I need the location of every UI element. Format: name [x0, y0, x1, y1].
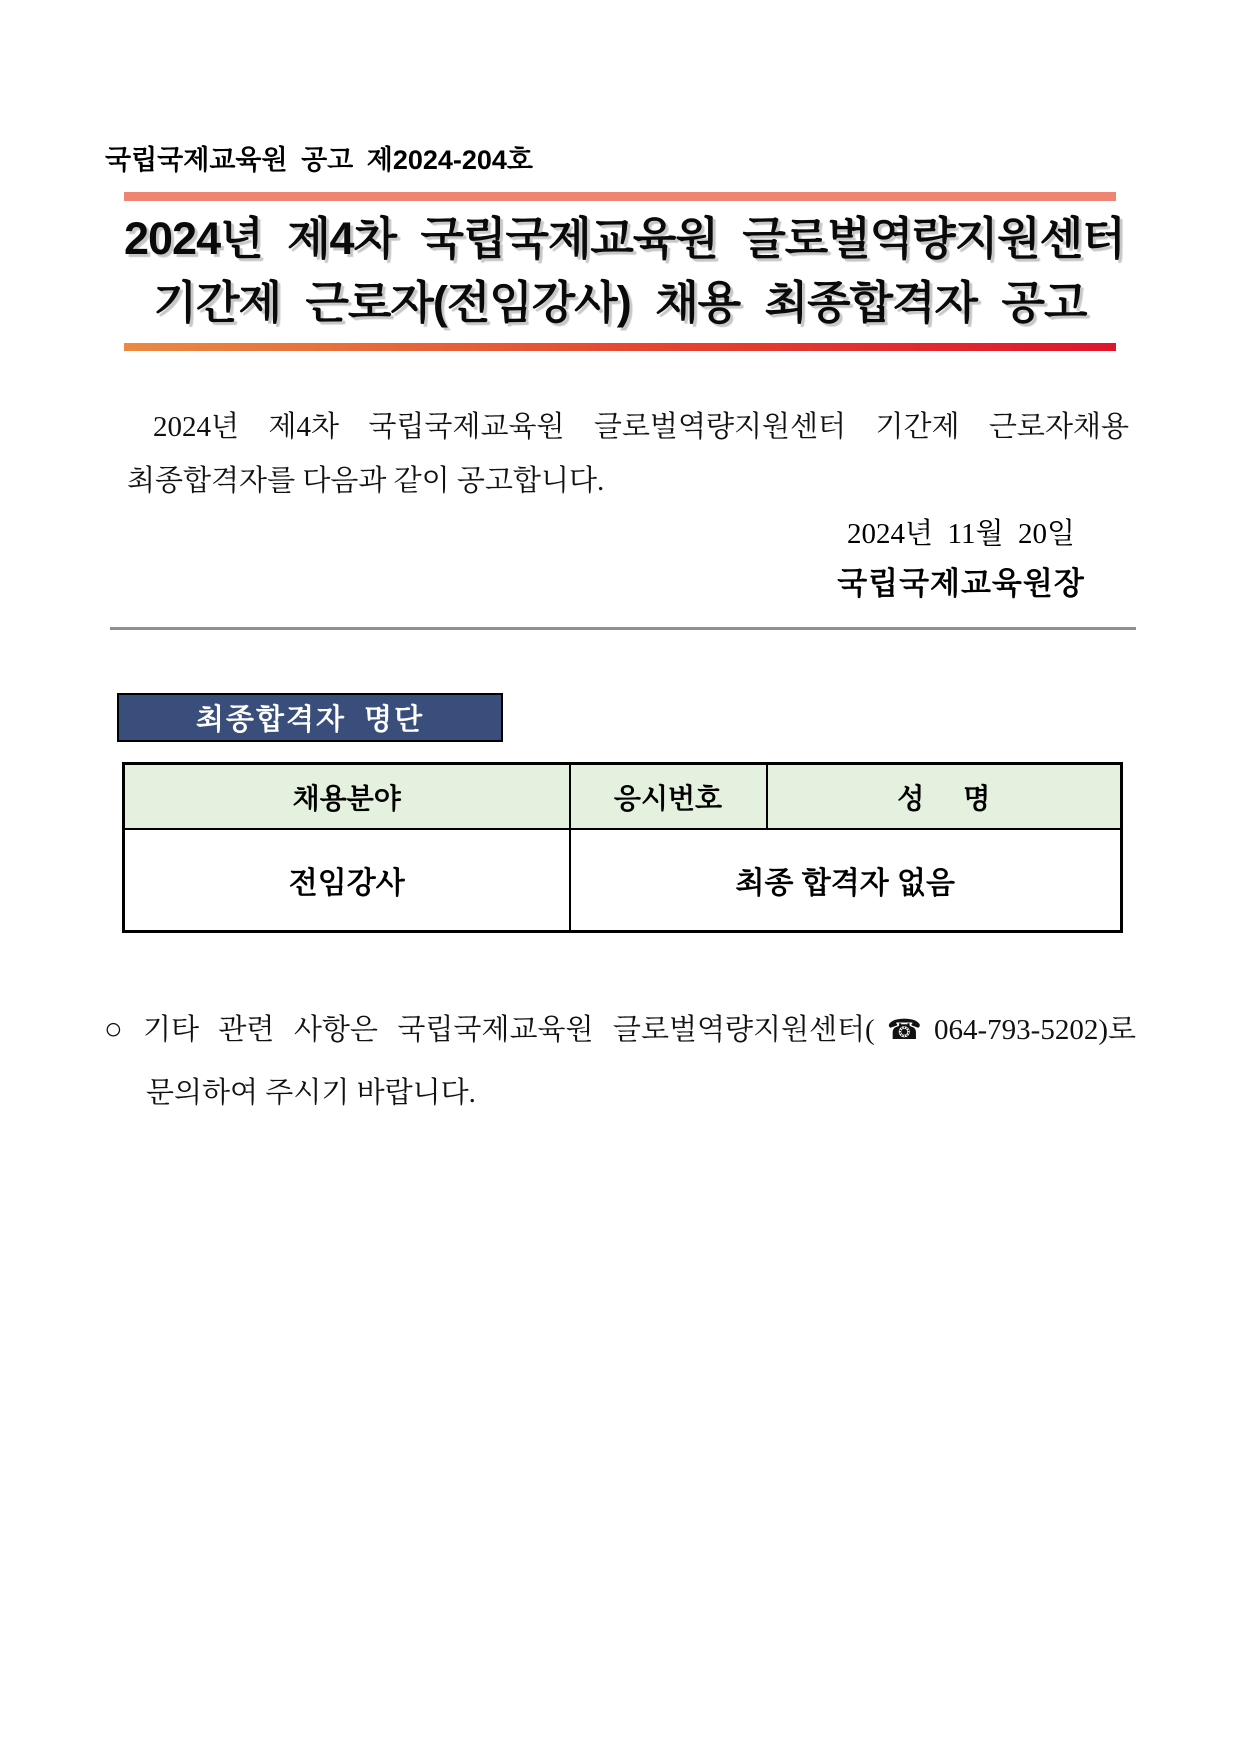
footer-note: [104, 998, 1136, 1124]
announcement-body: [127, 400, 1129, 508]
col-header-recruit-field: 채용분야: [124, 764, 570, 830]
cell-result: 최종 합격자 없음: [570, 829, 1122, 932]
footer-note-line-2: 문의하여 주시기 바랍니다.: [146, 1077, 476, 1109]
page-title: [124, 201, 1125, 343]
circle-bullet-icon: ○: [104, 1011, 135, 1046]
title-top-accent-bar: [124, 192, 1116, 201]
signer-title: 국립국제교육원장: [837, 566, 1085, 601]
table-header-row: [124, 764, 1122, 830]
phone-icon: ☎: [874, 1015, 934, 1046]
phone-number: 064-793-5202: [934, 1014, 1099, 1046]
section-label-text: 최종합격자 명단: [195, 704, 425, 736]
notice-number: 국립국제교육원 공고 제2024-204호: [105, 145, 534, 175]
col-header-applicant-number: 응시번호: [570, 764, 767, 830]
announcement-date: 2024년 11월 20일: [847, 518, 1075, 550]
footer-note-line-1: [104, 998, 1136, 1062]
table-row: [124, 829, 1122, 932]
body-line-1: 2024년 제4차 국립국제교육원 글로벌역량지원센터 기간제 근로자채용: [153, 411, 1129, 443]
section-label-box: [117, 693, 503, 742]
footer-note-prefix: 기타 관련 사항은 국립국제교육원 글로벌역량지원센터(: [142, 1014, 875, 1046]
date-signature-block: [828, 515, 1094, 605]
body-line-2: 최종합격자를 다음과 같이 공고합니다.: [127, 465, 605, 497]
final-pass-table: [122, 762, 1123, 933]
title-block: [124, 192, 1125, 351]
footer-note-suffix: )로: [1098, 1014, 1136, 1046]
section-divider: [110, 627, 1136, 630]
title-line-1: 2024년 제4차 국립국제교육원 글로벌역량지원센터: [124, 213, 1125, 264]
col-header-name: 성 명: [767, 764, 1122, 830]
title-line-2: 기간제 근로자(전임강사) 채용 최종합격자 공고: [153, 277, 1087, 328]
title-bottom-accent-bar: [124, 343, 1116, 351]
cell-recruit-field: 전임강사: [124, 829, 570, 932]
